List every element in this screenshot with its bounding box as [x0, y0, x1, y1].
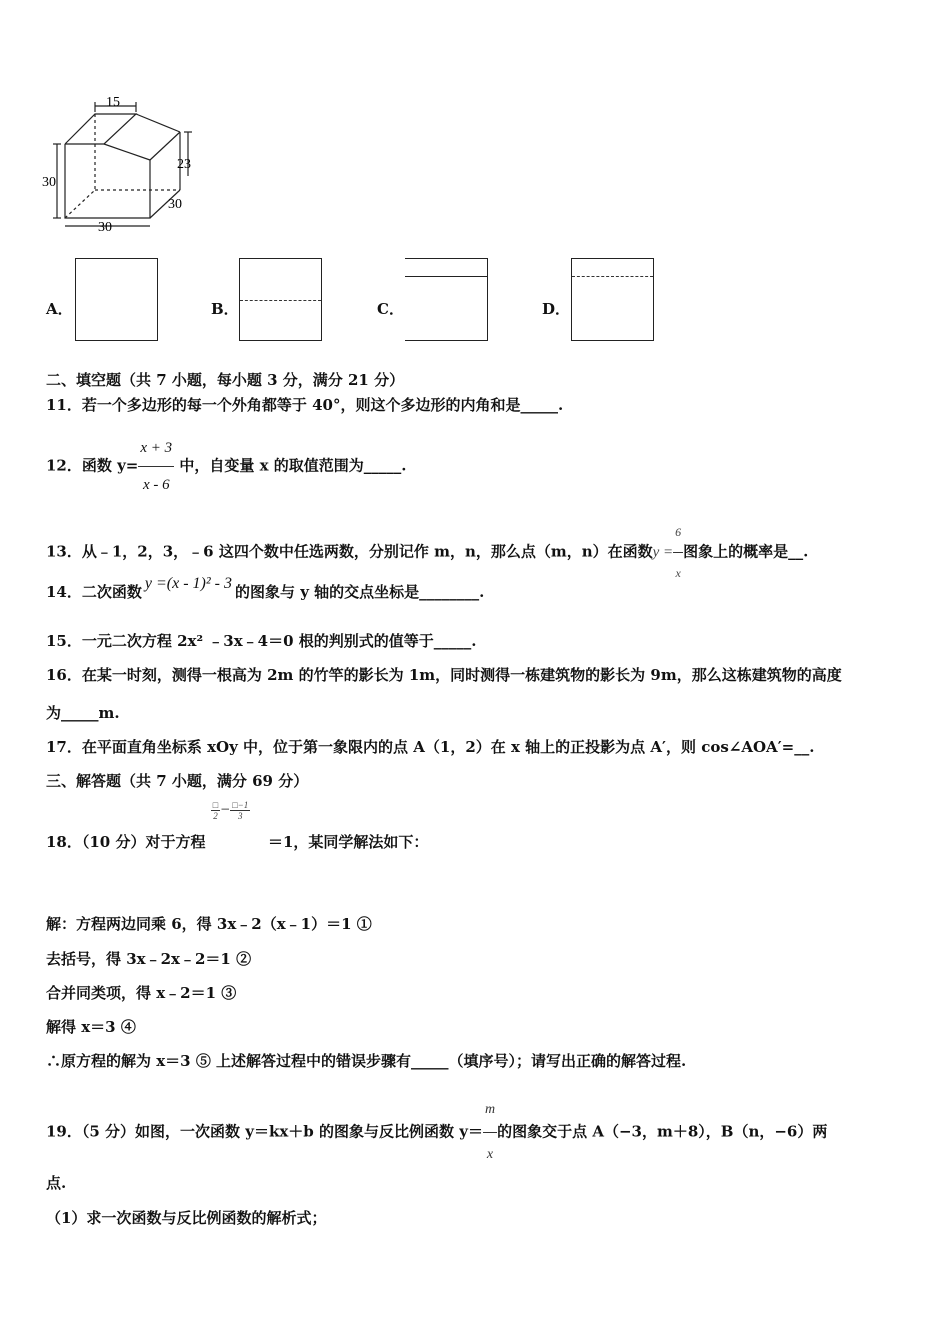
q12-numerator: x + 3 [138, 430, 174, 467]
q19-sub1: （1）求一次函数与反比例函数的解析式； [46, 1209, 327, 1227]
dim-label-right-bottom: 30 [168, 197, 182, 212]
q19-denominator: x [486, 1147, 494, 1162]
q13-numerator: 6 [673, 512, 683, 553]
q12 [46, 430, 407, 503]
top-slant-edge [136, 114, 180, 132]
top-edges [65, 114, 136, 144]
option-b-dashed-line [240, 300, 321, 301]
q14-formula: y =(x - 1)² - 3 [144, 575, 232, 592]
dim-label-top: 15 [106, 95, 120, 110]
q13-fn: y = [652, 544, 674, 561]
q17: 17．在平面直角坐标系 xOy 中，位于第一象限内的点 A（1，2）在 x 轴上的正投影为点 A′，则 cos∠AOA′=__. [46, 738, 815, 756]
option-c-square[interactable] [405, 258, 488, 341]
q18-minus: − [220, 802, 231, 816]
q14-suffix: 的图象与 y 轴的交点坐标是________. [234, 583, 485, 601]
q11: 11．若一个多边形的每一个外角都等于 40°，则这个多边形的内角和是_____. [46, 396, 564, 414]
q13-fraction [673, 512, 683, 593]
q18-step-1: 解：方程两边同乘 6，得 3x﹣2（x﹣1）＝1 ① [46, 915, 372, 933]
option-a-square[interactable] [75, 258, 158, 341]
q18-f2-num: □−1 [232, 800, 249, 810]
q12-prefix: 12．函数 y= [46, 456, 139, 475]
option-d-dashed-line [572, 276, 653, 277]
q19-prefix: 19．（5 分）如图，一次函数 y＝kx＋b 的图象与反比例函数 y＝ [46, 1122, 483, 1141]
q18-prefix: 18．（10 分）对于方程 [46, 833, 206, 851]
q18-fraction2 [230, 800, 250, 821]
q12-suffix: 中，自变量 x 的取值范围为_____. [174, 456, 407, 475]
q16-line1: 16．在某一时刻，测得一根高为 2m 的竹竿的影长为 1m，同时测得一栋建筑物的影长为 9m，那么这栋建筑物的高度 [46, 666, 842, 684]
q19-fraction [483, 1088, 497, 1177]
q13-prefix: 13．从﹣1，2，3，﹣6 这四个数中任选两数，分别记作 m，n，那么点（m，n）在函数 [46, 542, 653, 561]
option-b-label[interactable]: B． [211, 300, 239, 318]
dim-label-right-small: 23 [177, 157, 191, 172]
bevel-edge [104, 144, 150, 160]
q18-f1-num: □ [212, 800, 219, 810]
q14 [46, 575, 485, 603]
q18-fraction1 [211, 800, 220, 821]
option-c-solid-line [405, 276, 487, 277]
q13-suffix: 图象上的概率是__. [683, 542, 809, 561]
q12-denominator: x - 6 [142, 477, 170, 493]
q18-equation [211, 800, 263, 821]
q15: 15．一元二次方程 2x² ﹣3x﹣4＝0 根的判别式的值等于_____. [46, 632, 477, 650]
q18-suffix: ＝1，某同学解法如下： [267, 833, 429, 851]
section2-heading: 二、填空题（共 7 小题，每小题 3 分，满分 21 分） [46, 371, 405, 389]
q14-prefix: 14．二次函数 [46, 583, 142, 601]
dim-label-left: 30 [42, 175, 56, 190]
q18-f1-den: 2 [213, 811, 218, 821]
bevel-right-edge [150, 132, 180, 160]
solid-figure [40, 94, 210, 234]
q12-fraction [138, 430, 174, 503]
q16-line2: 为_____m. [46, 704, 120, 722]
dim-label-bottom: 30 [98, 220, 112, 234]
hidden-edge-3 [65, 190, 95, 218]
option-d-label[interactable]: D． [542, 300, 571, 318]
option-b-square[interactable] [239, 258, 322, 341]
q18-step-5: ∴原方程的解为 x＝3 ⑤ 上述解答过程中的错误步骤有_____（填序号）；请写出正确的解答过程. [46, 1052, 687, 1070]
option-d-square[interactable] [571, 258, 654, 341]
q19-line2: 点. [46, 1174, 67, 1192]
q19-suffix: 的图象交于点 A（−3，m＋8），B（n，−6）两 [497, 1122, 828, 1141]
q18-step-4: 解得 x＝3 ④ [46, 1018, 136, 1036]
q13-denominator: x [675, 566, 681, 580]
q18-f2-den: 3 [237, 811, 243, 821]
option-a-label[interactable]: A． [46, 300, 73, 318]
q18-step-2: 去括号，得 3x﹣2x﹣2＝1 ② [46, 950, 252, 968]
q19-numerator: m [483, 1088, 497, 1133]
q18 [46, 800, 429, 851]
q18-step-3: 合并同类项，得 x﹣2＝1 ③ [46, 984, 237, 1002]
option-c-label[interactable]: C． [377, 300, 404, 318]
q19 [46, 1088, 827, 1177]
section3-heading: 三、解答题（共 7 小题，满分 69 分） [46, 772, 309, 790]
